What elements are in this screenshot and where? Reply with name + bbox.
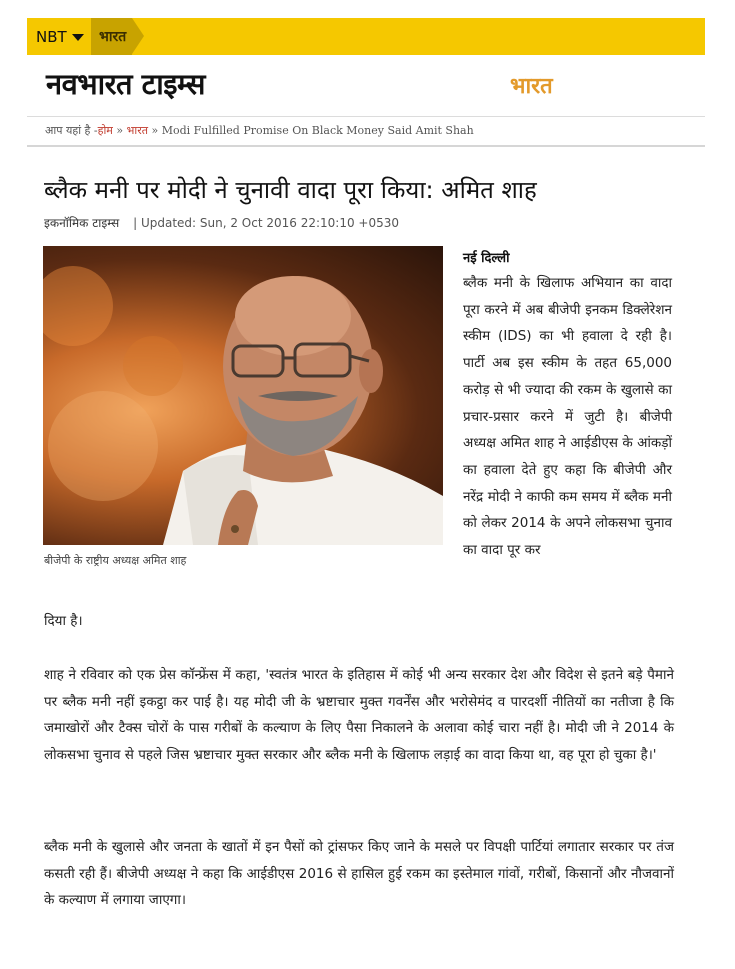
article-photo[interactable]: [43, 246, 443, 545]
portrait-illustration: [43, 246, 443, 545]
divider: [27, 116, 705, 117]
section-tab-label: भारत: [99, 29, 127, 45]
caret-down-icon: [72, 34, 84, 41]
breadcrumb-home-link[interactable]: होम: [97, 124, 113, 137]
article-intro: ब्लैक मनी के खिलाफ अभियान का वादा पूरा करने में अब बीजेपी इनकम डिक्लेरेशन स्कीम (IDS) का भी हवाला दे रही है। पार्टी अब इस स्कीम के तहत 65,000 करोड़ से भी ज्यादा की रकम के खुलासे का प्रचार-प्रसार करने में जुटी है। बीजेपी अध्यक्ष अमित शाह ने आईडीएस के आंकड़ों का हवाला देते हुए कहा कि बीजेपी और नरेंद्र मोदी ने काफी कम समय में ब्लैक मनी को लेकर 2014 के अपने लोकसभा चुनाव का वादा पूर कर: [463, 275, 672, 559]
article-headline: ब्लैक मनी पर मोदी ने चुनावी वादा पूरा किया: अमित शाह: [44, 176, 537, 204]
dateline: नई दिल्ली: [463, 251, 510, 266]
article-intro-tail: दिया है।: [44, 613, 83, 629]
breadcrumb-separator: »: [147, 124, 162, 137]
nbt-menu-label: NBT: [36, 27, 67, 46]
breadcrumb-current: Modi Fulfilled Promise On Black Money Said Amit Shah: [161, 124, 474, 137]
article-paragraph: ब्लैक मनी के खुलासे और जनता के खातों में इन पैसों को ट्रांसफर किए जाने के मसले पर विपक्षी पार्टियां लगातार सरकार पर तंज कसती रही हैं। बीजेपी अध्यक्ष ने कहा कि आईडीएस 2016 से हासिल हुई रकम का इस्तेमाल गांवों, गरीबों, किसानों और नौजवानों के कल्याण में लगाया जाएगा।: [44, 839, 674, 909]
breadcrumb-prefix: आप यहां है -: [45, 124, 98, 137]
divider: [27, 145, 705, 147]
article-updated: | Updated: Sun, 2 Oct 2016 22:10:10 +0530: [133, 216, 400, 230]
nbt-menu-button[interactable]: [27, 18, 91, 55]
site-logo[interactable]: नवभारत टाइम्स: [46, 67, 205, 101]
breadcrumb: [45, 123, 474, 138]
article-meta: [44, 214, 399, 231]
photo-caption: बीजेपी के राष्ट्रीय अध्यक्ष अमित शाह: [44, 554, 187, 567]
section-title[interactable]: भारत: [510, 74, 553, 99]
section-tab-bharat[interactable]: [91, 18, 132, 55]
article-source: इकनॉमिक टाइम्स: [44, 216, 120, 230]
breadcrumb-section-link[interactable]: भारत: [126, 124, 148, 137]
breadcrumb-separator: »: [112, 124, 127, 137]
top-nav-bar: [27, 18, 705, 55]
article-paragraph: शाह ने रविवार को एक प्रेस कॉन्फ्रेंस में कहा, 'स्वतंत्र भारत के इतिहास में कोई भी अन्य सरकार देश और विदेश से इतने बड़े पैमाने पर ब्लैक मनी नहीं इकट्ठा कर पाई है। यह मोदी जी के भ्रष्टाचार मुक्त गवर्नेंस और भरोसेमंद व पारदर्शी नीतियों का नतीजा है कि जमाखोरों और टैक्स चोरों के पास गरीबों के कल्याण के लिए पैसा निकालने के अलावा कोई चारा नहीं है। मोदी जी ने 2014 के लोकसभा चुनाव से पहले जिस भ्रष्टाचार मुक्त सरकार और ब्लैक मनी के खिलाफ लड़ाई का वादा किया था, वह पूरा हो चुका है।': [44, 667, 674, 764]
